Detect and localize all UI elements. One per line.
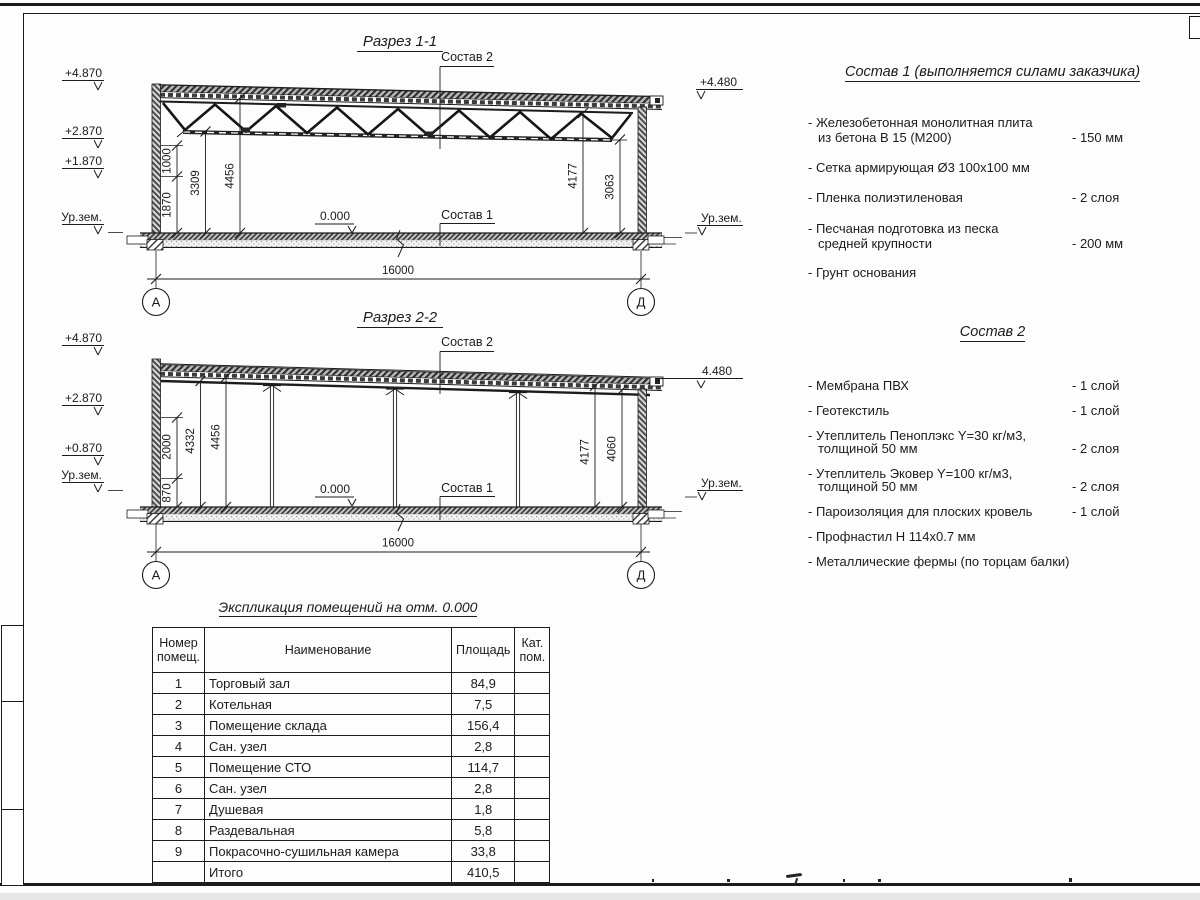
- table-row: 7 Душевая 1,8: [153, 799, 550, 820]
- svg-text:+4.870: +4.870: [64, 66, 102, 80]
- elevation-marks-right: [655, 364, 743, 500]
- table-row: 6 Сан. узел 2,8: [153, 778, 550, 799]
- table-header-row: [153, 628, 550, 673]
- svg-text:Ур.зем.: Ур.зем.: [701, 476, 742, 490]
- section2-title: Разрез 2-2: [362, 309, 438, 326]
- dim-870: 870: [161, 483, 174, 503]
- list-item-value: - 1 слой: [1072, 403, 1120, 418]
- right-wall: [638, 107, 647, 233]
- list-item-value: - 150 мм: [1072, 130, 1124, 145]
- section-2-2-drawing: [0, 305, 760, 605]
- list-item-line: - Металлические фермы (по торцам балки): [808, 554, 1070, 569]
- list-item-value: - 200 мм: [1072, 236, 1124, 251]
- elevation-marks-left: [61, 331, 123, 492]
- list-item-value: - 2 слоя: [1072, 479, 1120, 494]
- table-row: 2 Котельная 7,5: [153, 694, 550, 715]
- filing-box-3: [1, 809, 24, 886]
- table-row: 5 Помещение СТО 114,7: [153, 757, 550, 778]
- stray-mark: [1069, 878, 1072, 882]
- dim-4177: 4177: [567, 163, 580, 189]
- dim-4456: 4456: [224, 163, 237, 189]
- roof-assembly: [152, 85, 663, 110]
- sostav1-title: Состав 1 (выполняется силами заказчика): [844, 64, 1141, 80]
- dim-total-16000: 16000: [382, 537, 414, 550]
- section-1-1-drawing: [0, 0, 760, 320]
- left-wall: [152, 359, 161, 507]
- page-bottom-gray-strip: [0, 893, 1200, 900]
- svg-text:+2.870: +2.870: [64, 124, 102, 138]
- col-header-area: Площадь: [452, 628, 515, 673]
- vertical-dimensions: [172, 93, 625, 238]
- table-row: 8 Раздевальная 5,8: [153, 820, 550, 841]
- composition2-label: Состав 2: [441, 50, 493, 64]
- floor-slab: [127, 504, 682, 531]
- list-item-value: - 1 слой: [1072, 378, 1120, 393]
- sostav2-title: Состав 2: [959, 324, 1026, 340]
- table-row: 4 Сан. узел 2,8: [153, 736, 550, 757]
- list-item-line: - Мембрана ПВХ: [808, 378, 909, 393]
- svg-text:+2.870: +2.870: [64, 391, 102, 405]
- dim-4060: 4060: [606, 436, 619, 462]
- room-table-title: Экспликация помещений на отм. 0.000: [218, 599, 478, 615]
- svg-text:Ур.зем.: Ур.зем.: [701, 211, 742, 225]
- svg-text:Ур.зем.: Ур.зем.: [61, 210, 102, 224]
- list-item-line: - Пароизоляция для плоских кровель: [808, 504, 1033, 519]
- col-header-name: Наименование: [205, 628, 452, 673]
- zero-level-mark: 0.000: [319, 482, 351, 496]
- axis-letter-D: Д: [636, 567, 646, 583]
- list-item-line: - Песчаная подготовка из песка: [808, 221, 999, 236]
- list-item-line: толщиной 50 мм: [818, 441, 918, 456]
- list-item-line: из бетона В 15 (М200): [818, 130, 952, 145]
- composition2-label: Состав 2: [441, 335, 493, 349]
- frame-bottom-thick-line: [0, 883, 1200, 886]
- axis-letter-A: А: [151, 567, 161, 583]
- dim-2000: 2000: [161, 434, 174, 460]
- svg-text:+4.870: +4.870: [64, 331, 102, 345]
- list-item-value: - 2 слоя: [1072, 190, 1120, 205]
- floor-slab: [127, 230, 682, 257]
- composition1-label: Состав 1: [441, 208, 493, 222]
- table-row: 1 Торговый зал 84,9: [153, 673, 550, 694]
- list-item-line: - Пленка полиэтиленовая: [808, 190, 963, 205]
- composition-lists: [800, 0, 1200, 600]
- list-item-line: - Профнастил Н 114x0.7 мм: [808, 529, 976, 544]
- list-item-line: - Утеплитель Пеноплэкс Y=30 кг/м3,: [808, 428, 1027, 443]
- stray-mark: [843, 879, 845, 882]
- list-item-line: - Сетка армирующая Ø3 100x100 мм: [808, 160, 1030, 175]
- room-schedule-table: [152, 627, 550, 883]
- filing-box-2: [1, 701, 24, 811]
- elevation-marks-right: [685, 75, 743, 235]
- col-header-number: Номер помещ.: [153, 628, 205, 673]
- list-item-line: толщиной 50 мм: [818, 479, 918, 494]
- dim-4456: 4456: [210, 424, 223, 450]
- dim-1000: 1000: [161, 148, 174, 174]
- axis-letter-D: Д: [636, 294, 646, 310]
- left-wall: [152, 84, 161, 233]
- table-row: 3 Помещение склада 156,4: [153, 715, 550, 736]
- dim-total-16000: 16000: [382, 265, 414, 277]
- list-item-value: - 2 слоя: [1072, 441, 1120, 456]
- stray-mark: [727, 879, 730, 882]
- list-item-line: - Утеплитель Эковер Y=100 кг/м3,: [808, 466, 1013, 481]
- list-item-line: - Геотекстиль: [808, 403, 890, 418]
- axis-letter-A: А: [151, 294, 161, 310]
- list-item-line: - Железобетонная монолитная плита: [808, 115, 1033, 130]
- table-row: 9 Покрасочно-сушильная камера 33,8: [153, 841, 550, 862]
- list-item-value: - 1 слой: [1072, 504, 1120, 519]
- elevation-marks-left: [61, 66, 123, 234]
- stray-mark: [878, 879, 881, 882]
- dim-3063: 3063: [604, 174, 617, 200]
- right-wall: [638, 389, 647, 507]
- stray-mark: [652, 879, 654, 882]
- filing-box-1: [1, 625, 24, 703]
- composition1-label: Состав 1: [441, 481, 493, 495]
- col-header-cat: Кат. пом.: [515, 628, 550, 673]
- svg-text:4.480: 4.480: [702, 364, 733, 378]
- roof-assembly: [152, 364, 663, 396]
- zero-level-mark: 0.000: [319, 209, 351, 223]
- signature-squiggle: [786, 873, 802, 878]
- list-item-line: средней крупности: [818, 236, 932, 251]
- dim-1870: 1870: [161, 192, 174, 218]
- dim-3309: 3309: [190, 170, 202, 196]
- svg-text:+4.480: +4.480: [700, 75, 738, 89]
- dim-4332: 4332: [185, 428, 197, 454]
- table-row-total: Итого 410,5: [153, 862, 550, 883]
- section1-title: Разрез 1-1: [362, 33, 438, 50]
- svg-text:+0.870: +0.870: [64, 441, 102, 455]
- dim-4177: 4177: [579, 439, 592, 465]
- svg-text:+1.870: +1.870: [64, 154, 102, 168]
- list-item-line: - Грунт основания: [808, 265, 917, 280]
- svg-text:Ур.зем.: Ур.зем.: [61, 468, 102, 482]
